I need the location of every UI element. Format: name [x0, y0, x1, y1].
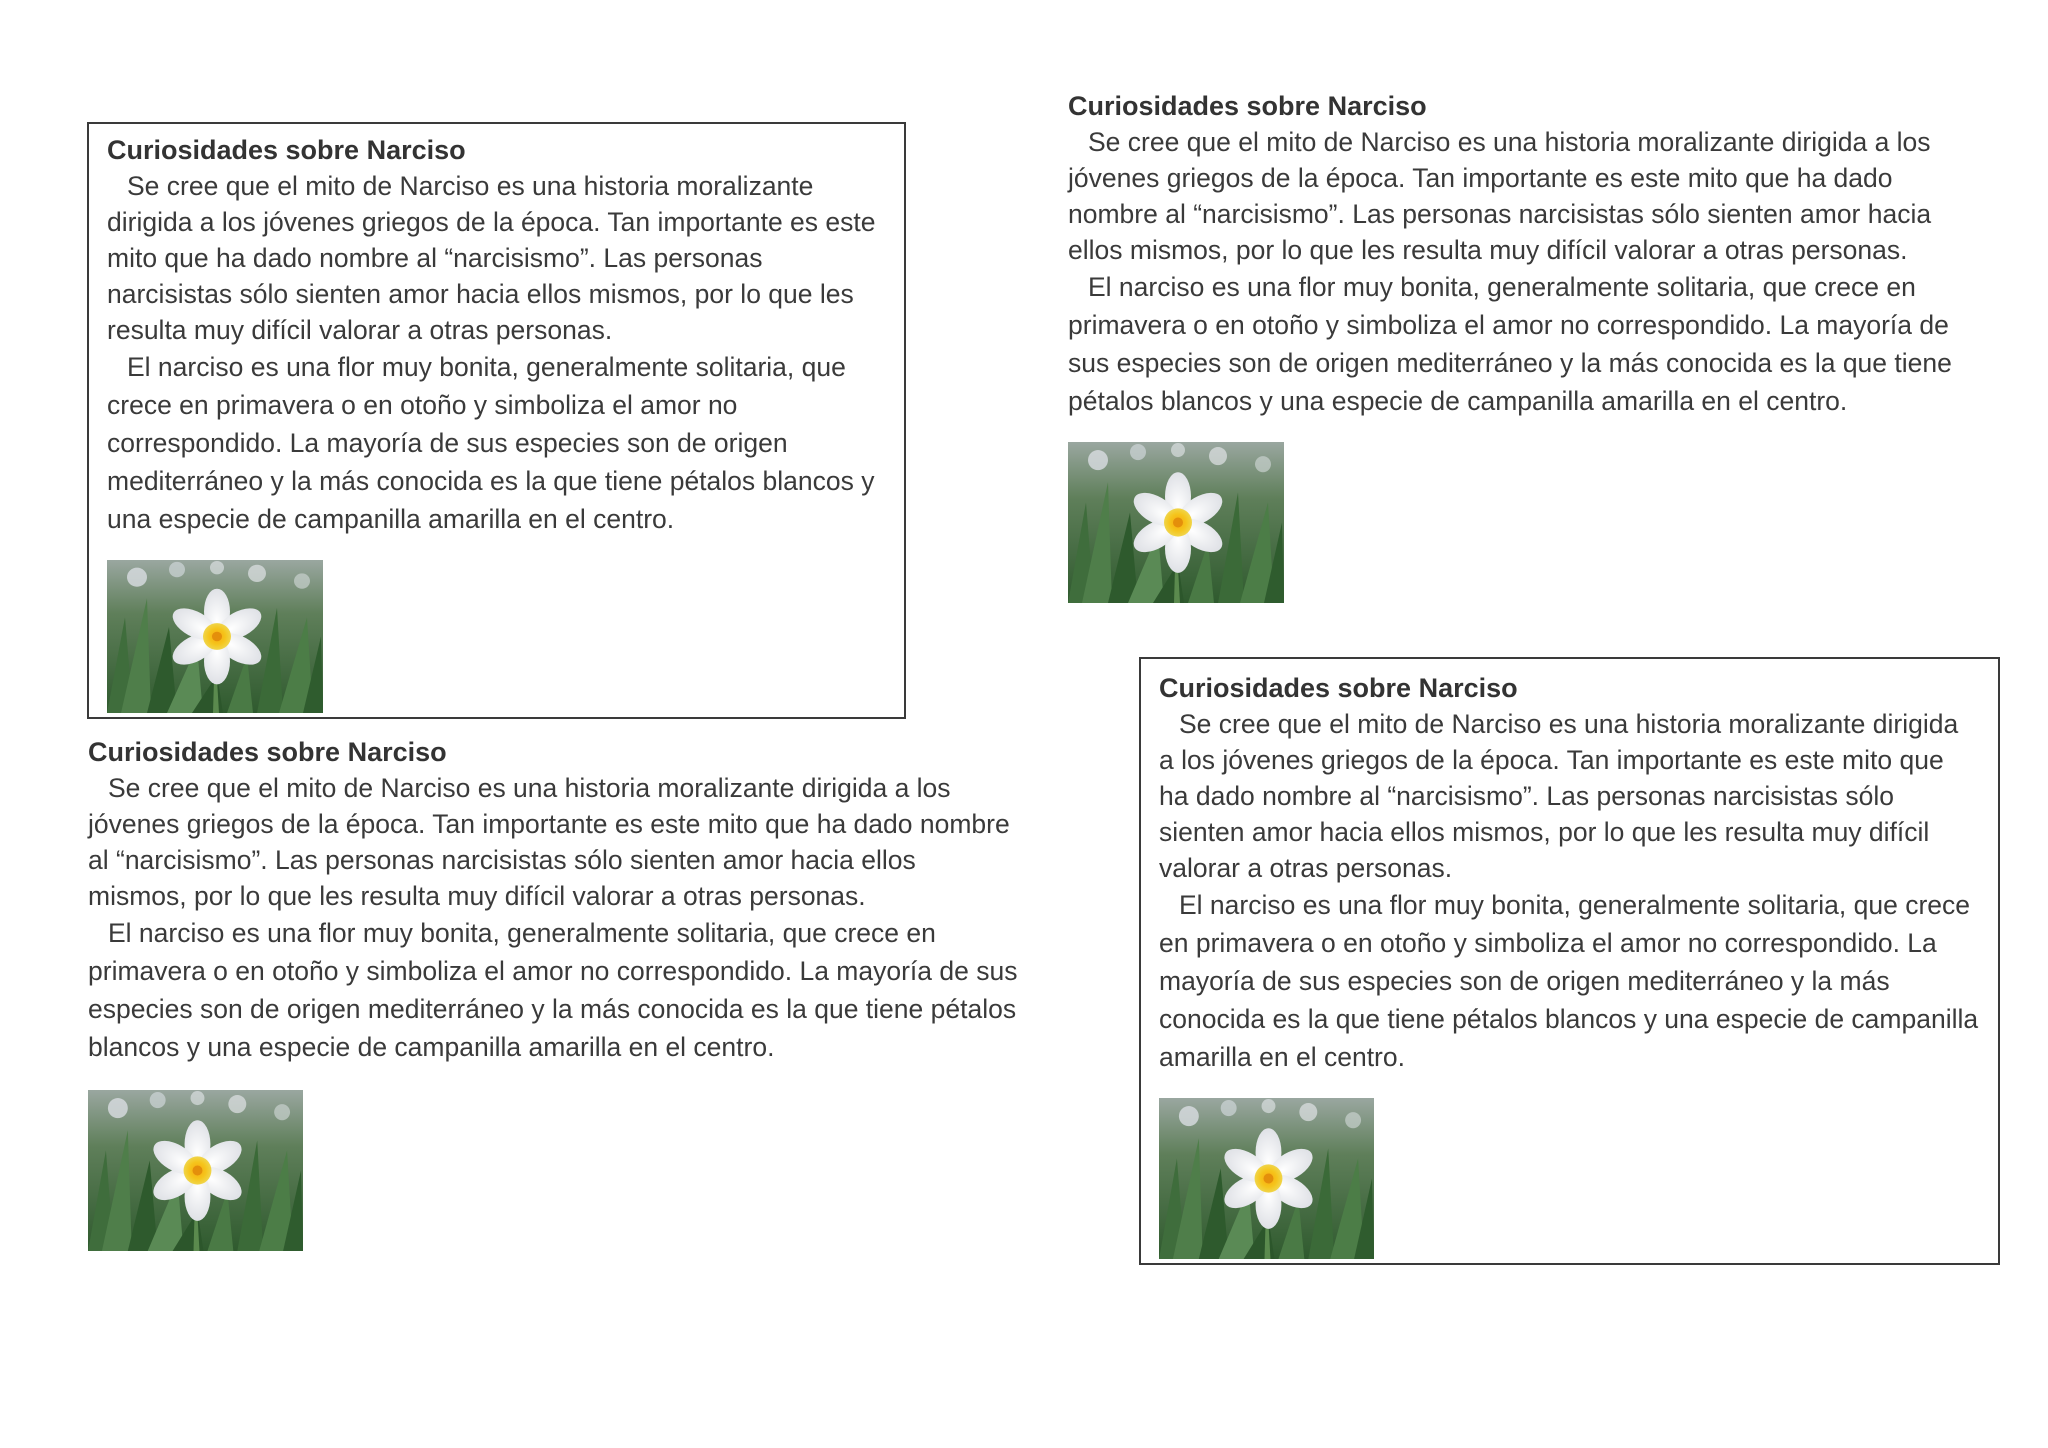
card-paragraph-flower: El narciso es una flor muy bonita, generalmente solitaria, que crece en primavera o en otoño y simboliza el amor no correspondido. La mayoría de sus especies son de origen mediterráneo y la más conocida es la que tiene pétalos blancos y una especie de campanilla amarilla en el centro. [88, 918, 1018, 1062]
daffodil-photo [107, 560, 323, 713]
card-paragraph-flower: El narciso es una flor muy bonita, generalmente solitaria, que crece en primavera o en otoño y simboliza el amor no correspondido. La mayoría de sus especies son de origen mediterráneo y la más conocida es la que tiene pétalos blancos y una especie de campanilla amarilla en el centro. [1068, 272, 1952, 416]
info-card-bottom-left [88, 734, 1018, 1251]
daffodil-photo [88, 1090, 303, 1251]
card-title: Curiosidades sobre Narciso [88, 737, 447, 767]
card-paragraph-flower: El narciso es una flor muy bonita, generalmente solitaria, que crece en primavera o en otoño y simboliza el amor no correspondido. La mayoría de sus especies son de origen mediterráneo y la más conocida es la que tiene pétalos blancos y una especie de campanilla amarilla en el centro. [107, 352, 875, 534]
card-title: Curiosidades sobre Narciso [107, 135, 466, 165]
card-paragraph-myth: Se cree que el mito de Narciso es una historia moralizante dirigida a los jóvenes griegos de la época. Tan importante es este mito que ha dado nombre al “narcisismo”. Las personas narcisistas sólo sienten amor hacia ellos mismos, por lo que les resulta muy difícil valorar a otras personas. [1159, 709, 1959, 883]
daffodil-photo [1159, 1098, 1374, 1259]
card-paragraph-myth: Se cree que el mito de Narciso es una historia moralizante dirigida a los jóvenes griegos de la época. Tan importante es este mito que ha dado nombre al “narcisismo”. Las personas narcisistas sólo sienten amor hacia ellos mismos, por lo que les resulta muy difícil valorar a otras personas. [107, 171, 876, 345]
card-paragraph-myth: Se cree que el mito de Narciso es una historia moralizante dirigida a los jóvenes griegos de la época. Tan importante es este mito que ha dado nombre al “narcisismo”. Las personas narcisistas sólo sienten amor hacia ellos mismos, por lo que les resulta muy difícil valorar a otras personas. [1068, 127, 1932, 265]
card-title: Curiosidades sobre Narciso [1068, 91, 1427, 121]
card-paragraph-myth: Se cree que el mito de Narciso es una historia moralizante dirigida a los jóvenes griegos de la época. Tan importante es este mito que ha dado nombre al “narcisismo”. Las personas narcisistas sólo sienten amor hacia ellos mismos, por lo que les resulta muy difícil valorar a otras personas. [88, 773, 1010, 911]
daffodil-photo [1068, 442, 1284, 603]
card-title: Curiosidades sobre Narciso [1159, 673, 1518, 703]
info-card-boxed-top-left [87, 122, 906, 719]
info-card-boxed-bottom-right [1139, 657, 2000, 1265]
card-paragraph-flower: El narciso es una flor muy bonita, generalmente solitaria, que crece en primavera o en otoño y simboliza el amor no correspondido. La mayoría de sus especies son de origen mediterráneo y la más conocida es la que tiene pétalos blancos y una especie de campanilla amarilla en el centro. [1159, 890, 1979, 1072]
info-card-top-right [1068, 88, 1988, 603]
